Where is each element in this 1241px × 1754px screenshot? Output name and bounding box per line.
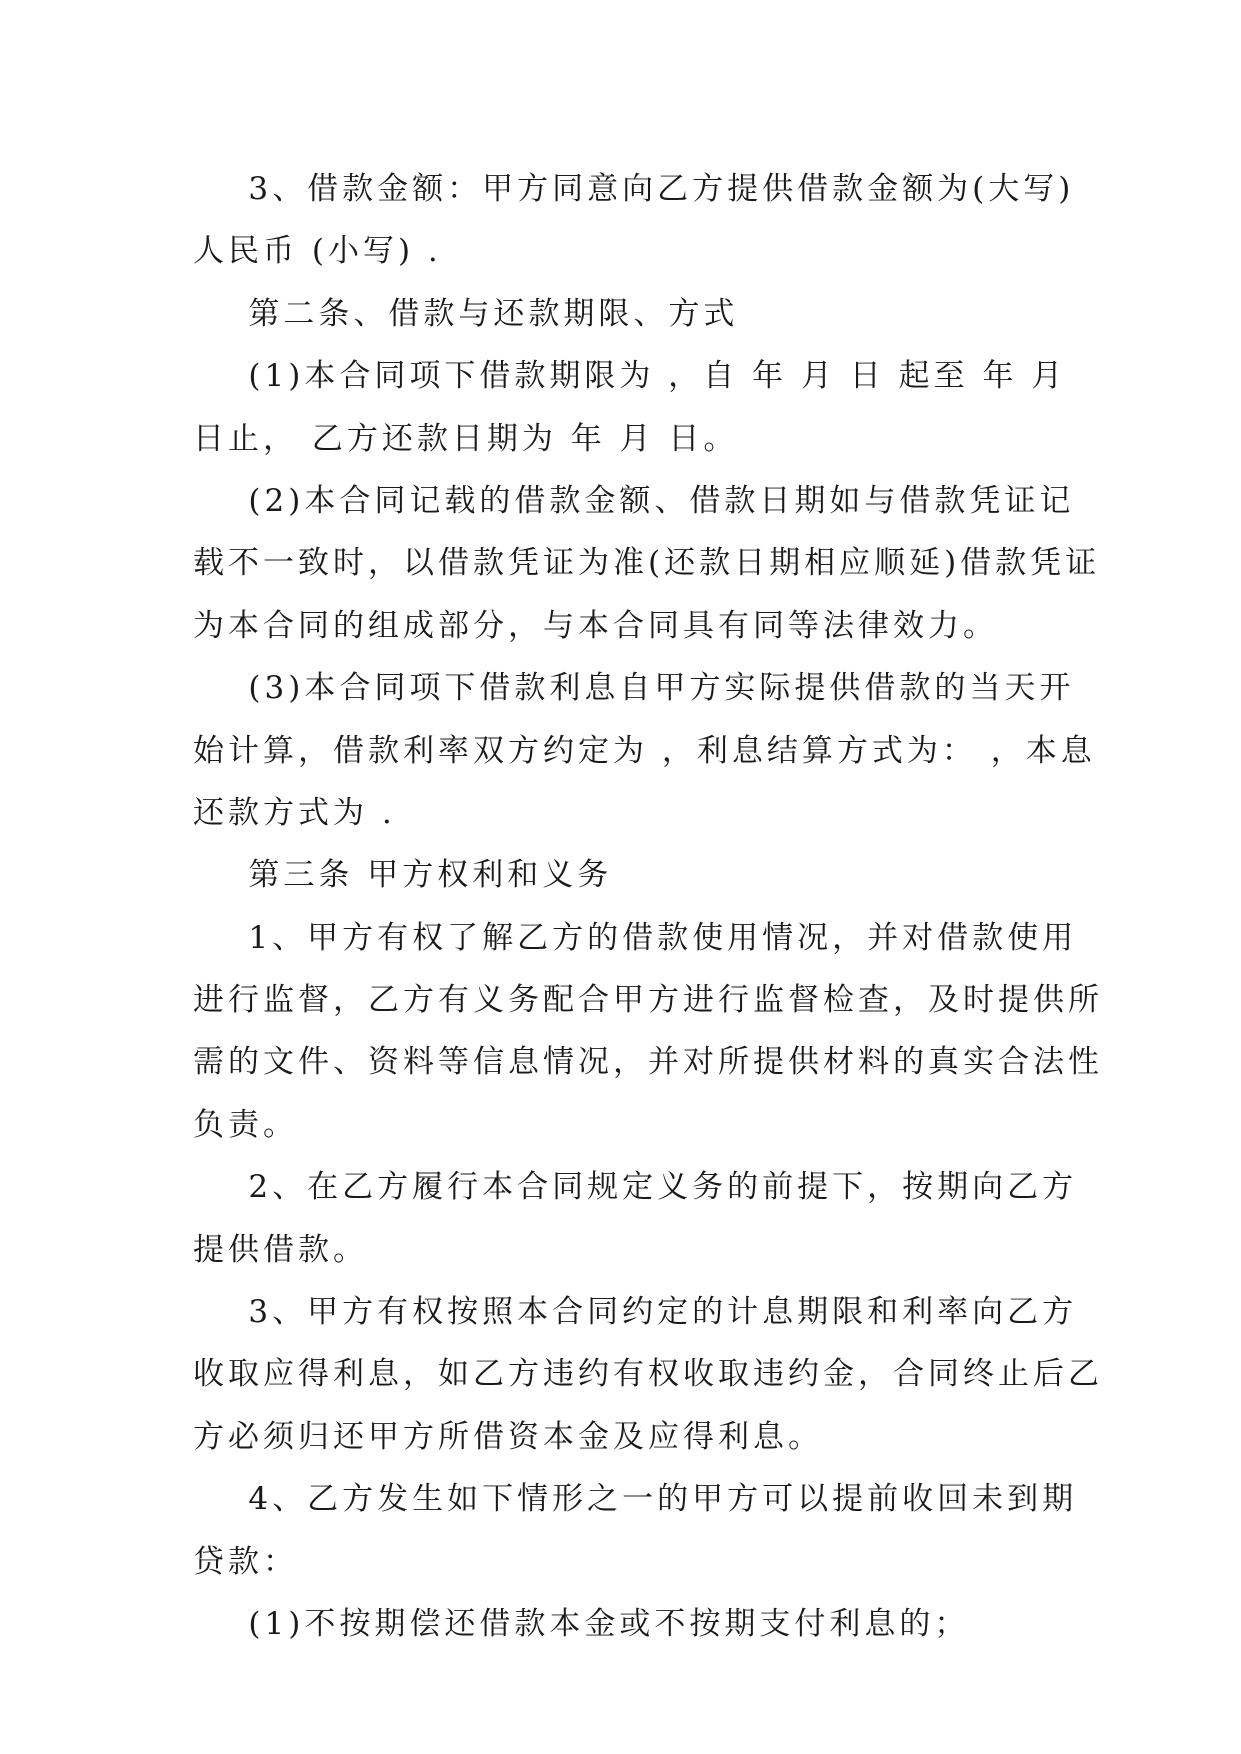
article-2-item-2-line-2: 载不一致时，以借款凭证为准(还款日期相应顺延)借款凭证 <box>193 545 1101 582</box>
article-3-item-2-line-1: 2、在乙方履行本合同规定义务的前提下，按期向乙方 <box>193 1169 1078 1206</box>
clause-3-loan-amount-line-2: 人民币 (小写) . <box>193 233 442 270</box>
contract-body <box>193 158 1103 1655</box>
article-2-item-2-line-3: 为本合同的组成部分，与本合同具有同等法律效力。 <box>193 607 998 644</box>
article-2-item-2-line-1: (2)本合同记载的借款金额、借款日期如与借款凭证记 <box>193 482 1075 519</box>
article-3-item-1-line-1: 1、甲方有权了解乙方的借款使用情况，并对借款使用 <box>193 919 1078 956</box>
article-3-item-1-line-3: 需的文件、资料等信息情况，并对所提供材料的真实合法性 <box>193 1044 1103 1081</box>
article-3-item-3-line-3: 方必须归还甲方所借资本金及应得利息。 <box>193 1418 823 1455</box>
article-2-item-1-line-2: 日止， 乙方还款日期为 年 月 日。 <box>193 420 739 457</box>
article-2-item-3-line-2: 始计算，借款利率双方约定为 ，利息结算方式为： ，本息 <box>193 732 1096 769</box>
article-3-heading: 第三条 甲方权利和义务 <box>193 857 613 894</box>
article-2-item-1-line-1: (1)本合同项下借款期限为 ，自 年 月 日 起至 年 月 <box>193 358 1067 395</box>
article-2-heading: 第二条、借款与还款期限、方式 <box>193 295 739 332</box>
article-3-item-4-line-1: 4、乙方发生如下情形之一的甲方可以提前收回未到期 <box>193 1481 1078 1518</box>
article-2-item-3-line-1: (3)本合同项下借款利息自甲方实际提供借款的当天开 <box>193 670 1075 707</box>
article-3-item-4-line-2: 贷款： <box>193 1543 298 1580</box>
article-3-item-4-sub-1: (1)不按期偿还借款本金或不按期支付利息的； <box>193 1605 970 1642</box>
article-3-item-1-line-4: 负责。 <box>193 1106 298 1143</box>
article-3-item-3-line-2: 收取应得利息，如乙方违约有权收取违约金，合同终止后乙 <box>193 1356 1103 1393</box>
article-3-item-3-line-1: 3、甲方有权按照本合同约定的计息期限和利率向乙方 <box>193 1294 1078 1331</box>
article-3-item-1-line-2: 进行监督，乙方有义务配合甲方进行监督检查，及时提供所 <box>193 982 1103 1019</box>
article-2-item-3-line-3: 还款方式为 . <box>193 794 396 831</box>
clause-3-loan-amount-line-1: 3、借款金额：甲方同意向乙方提供借款金额为(大写) <box>193 171 1075 207</box>
article-3-item-2-line-2: 提供借款。 <box>193 1231 368 1268</box>
